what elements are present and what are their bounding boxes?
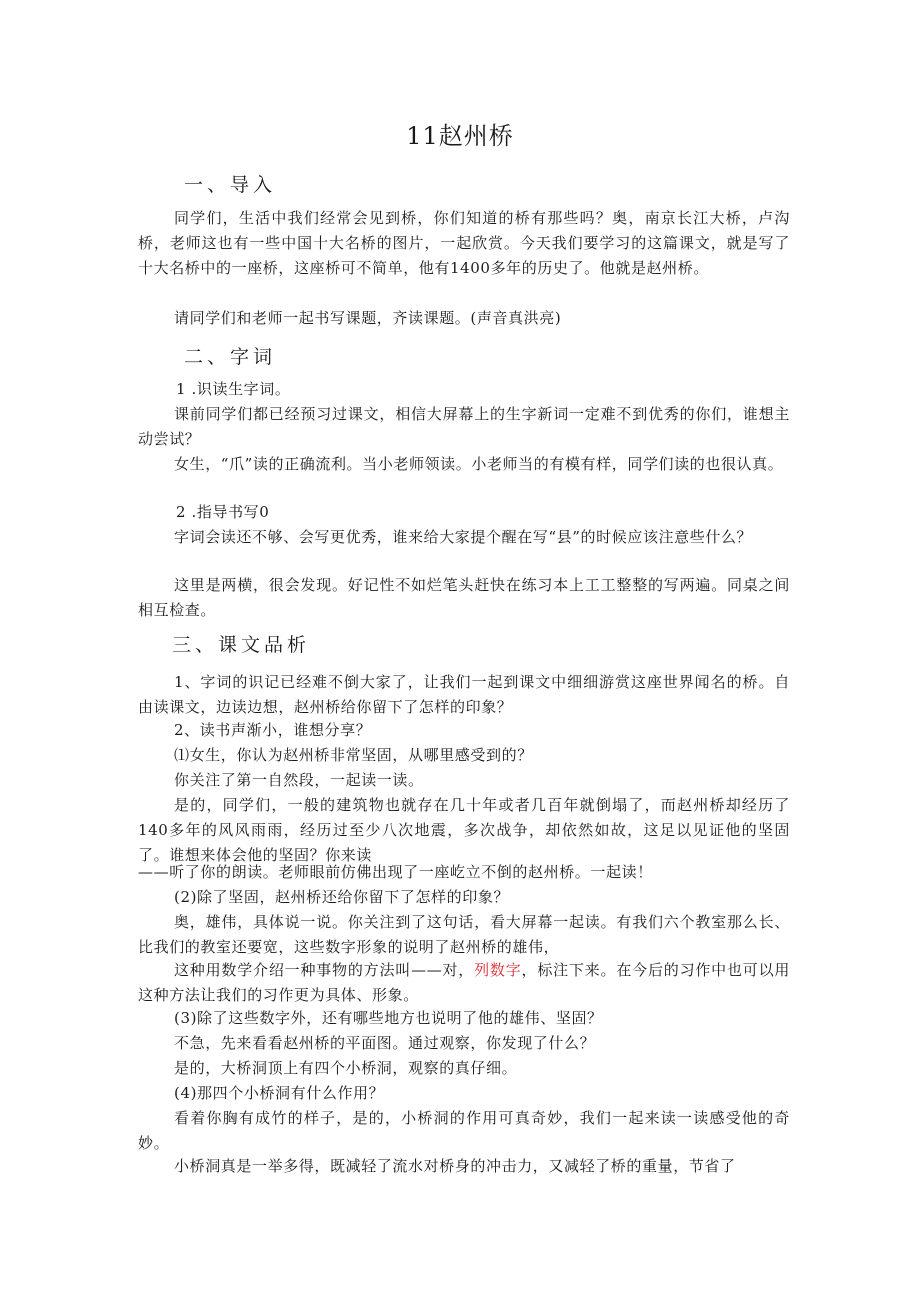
paragraph: ⑴女生，你认为赵州桥非常坚固，从哪里感受到的？: [174, 746, 533, 764]
paragraph: 字词会读还不够、会写更优秀，谁来给大家提个醒在写“县”的时候应该注意些什么？: [174, 528, 753, 546]
paragraph: (2)除了坚固，赵州桥还给你留下了怎样的印象？: [174, 888, 510, 906]
section-heading-text-analysis: 三、课文品析: [172, 634, 311, 656]
paragraph: 女生，“爪”读的正确流利。当小老师领读。小老师当的有模有样，同学们读的也很认真。: [174, 455, 784, 473]
paragraph: 不急，先来看看赵州桥的平面图。通过观察，你发现了什么？: [174, 1034, 596, 1052]
paragraph: (4)那四个小桥洞有什么作用？: [174, 1084, 385, 1102]
paragraph: 课前同学们都已经预习过课文，相信大屏幕上的生字新词一定难不到优秀的你们，谁想主动尝试？: [138, 405, 790, 448]
paragraph: 你关注了第一自然段，一起读一读。: [174, 771, 424, 789]
paragraph: [138, 958, 790, 1008]
paragraph: 是的，同学们，一般的建筑物也就存在几十年或者几百年就倒塌了，而赵州桥却经历了140多年的风风雨雨，经历过至少八次地震，多次战争，却依然如故，这足以见证他的坚固了。谁想来体会他的坚固？你来读: [138, 796, 790, 864]
list-item: 1 .识读生字词。: [176, 380, 291, 398]
paragraph: 2、读书声渐小，谁想分享？: [174, 721, 372, 739]
paragraph: 看着你胸有成竹的样子，是的，小桥洞的作用可真奇妙，我们一起来读一读感受他的奇妙。: [138, 1109, 790, 1152]
paragraph: (3)除了这些数字外，还有哪些地方也说明了他的雄伟、坚固？: [174, 1009, 603, 1027]
paragraph: 同学们，生活中我们经常会见到桥，你们知道的桥有那些吗？奥，南京长江大桥，卢沟桥，老师这也有一些中国十大名桥的图片，一起欣赏。今天我们要学习的这篇课文，就是写了十大名桥中的一座桥，这座桥可不简单，他有1400多年的历史了。他就是赵州桥。: [138, 209, 790, 277]
list-item: 2 .指导书写0: [176, 503, 270, 521]
paragraph: 小桥洞真是一举多得，既减轻了流水对桥身的冲击力，又减轻了桥的重量，节省了: [174, 1157, 736, 1175]
paragraph: ——听了你的朗读。老师眼前仿佛出现了一座屹立不倒的赵州桥。一起读！: [138, 863, 653, 881]
paragraph: 是的，大桥洞顶上有四个小桥洞，观察的真仔细。: [174, 1059, 518, 1077]
section-heading-words: 二、字词: [184, 346, 277, 368]
paragraph: 这里是两横，很会发现。好记性不如烂笔头赶快在练习本上工工整整的写两遍。同桌之间相互检查。: [138, 576, 790, 619]
paragraph: 1、字词的识记已经难不倒大家了，让我们一起到课文中细细游赏这座世界闻名的桥。自由读课文，边读边想，赵州桥给你留下了怎样的印象？: [138, 673, 790, 716]
page-title: 11赵州桥: [406, 122, 514, 150]
highlight-list-numbers: 列数字: [474, 961, 522, 979]
text-run: ，标注下来。在今后的习作中也可以用这种方法让我们的习作更为具体、形象。: [138, 961, 790, 1004]
paragraph: 奥，雄伟，具体说一说。你关注到了这句话，看大屏幕一起读。有我们六个教室那么长、比我们的教室还要宽，这些数字形象的说明了赵州桥的雄伟，: [138, 913, 790, 956]
section-heading-intro: 一、导入: [184, 174, 277, 196]
text-run: 这种用数学介绍一种事物的方法叫——对，: [174, 961, 475, 979]
paragraph: 请同学们和老师一起书写课题，齐读课题。(声音真洪亮): [174, 309, 562, 327]
